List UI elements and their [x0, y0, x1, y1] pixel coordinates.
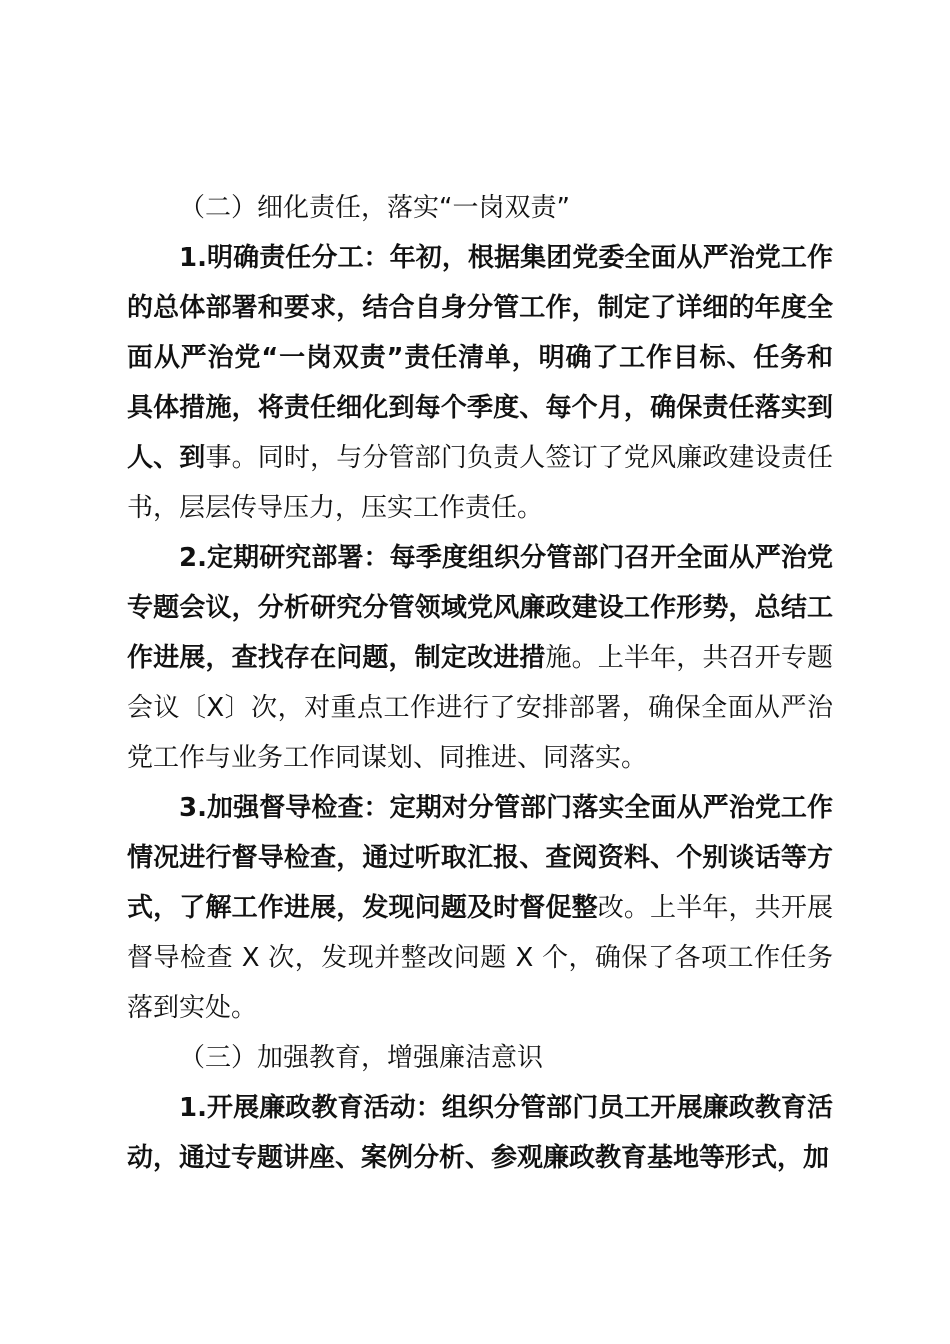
paragraph: [127, 533, 833, 783]
section-heading: [127, 1033, 833, 1083]
paragraph-text: 施。上半年，共召开专题会议〔X〕次，对重点工作进行了安排部署，确保全面从严治党工作与业务工作同谋划、同推进、同落实。: [127, 643, 833, 773]
paragraph-text: 改。上半年，共开展督导检查 X 次，发现并整改问题 X 个，确保了各项工作任务落到实处。: [127, 893, 833, 1023]
section-heading-text: （三）加强教育，增强廉洁意识: [179, 1043, 544, 1073]
paragraph-text: 事。同时，与分管部门负责人签订了党风廉政建设责任书，层层传导压力，压实工作责任。: [127, 443, 833, 523]
bold-lead-text: 2.定期研究部署：每季度组织分管部门召开全面从严治党专题会议，分析研究分管领域党风廉政建设工作形势，总结工作进展，查找存在问题，制定改进措: [127, 543, 833, 673]
paragraph: [127, 233, 833, 533]
bold-lead-text: 1.开展廉政教育活动：组织分管部门员工开展廉政教育活动，通过专题讲座、案例分析、参观廉政教育基地等形式，加: [127, 1093, 833, 1173]
section-heading-text: （二）细化责任，落实“一岗双责”: [179, 193, 570, 223]
bold-lead-text: 1.明确责任分工：年初，根据集团党委全面从严治党工作的总体部署和要求，结合自身分管工作，制定了详细的年度全面从严治党“一岗双责”责任清单，明确了工作目标、任务和具体措施，将责任细化到每个季度、每个月，确保责任落实到人、到: [127, 243, 833, 473]
section-heading: [127, 183, 833, 233]
paragraph: [127, 1083, 833, 1183]
bold-lead-text: 3.加强督导检查：定期对分管部门落实全面从严治党工作情况进行督导检查，通过听取汇报、查阅资料、个别谈话等方式，了解工作进展，发现问题及时督促整: [127, 793, 833, 923]
paragraph: [127, 783, 833, 1033]
document-body: [127, 183, 833, 1183]
